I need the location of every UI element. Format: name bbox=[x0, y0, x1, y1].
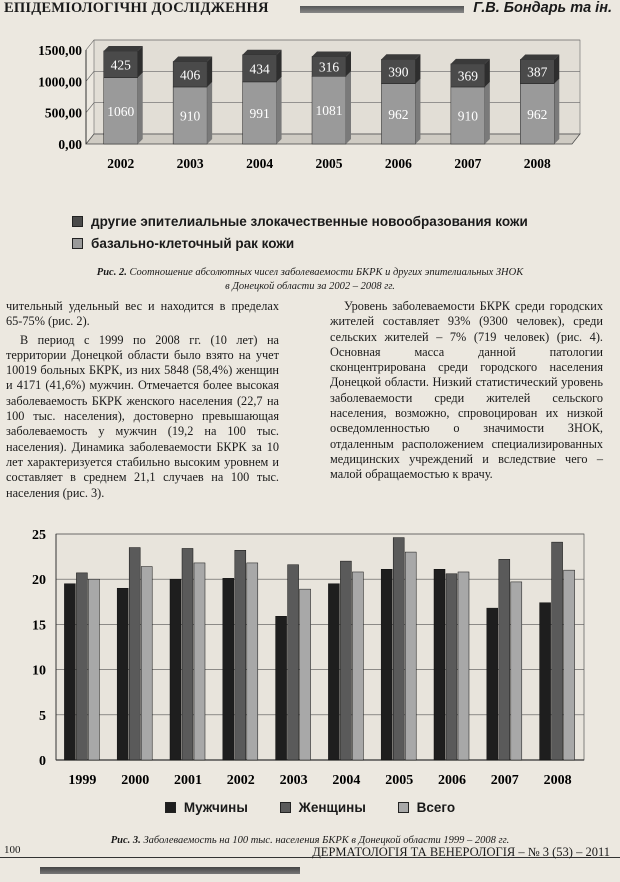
y-tick-label: 10 bbox=[32, 663, 46, 679]
figure3-caption-text: Заболеваемость на 100 тыс. населения БКРК в Донецкой области 1999 – 2008 гг. bbox=[143, 835, 510, 846]
figure2-chart bbox=[0, 24, 620, 204]
bar bbox=[458, 572, 469, 760]
bar bbox=[352, 572, 363, 760]
gridline-diag bbox=[86, 71, 94, 81]
x-tick-label: 2005 bbox=[315, 156, 343, 171]
data-label: 406 bbox=[180, 67, 201, 83]
bar-top bbox=[520, 54, 559, 59]
data-label: 425 bbox=[110, 57, 131, 73]
bar-top bbox=[104, 46, 143, 51]
legend-label-bcc: базально-клеточный рак кожи bbox=[91, 235, 295, 251]
x-tick-label: 2003 bbox=[176, 156, 204, 171]
legend-item-women bbox=[280, 800, 366, 815]
section-title: ЕПІДЕМІОЛОГІЧНІ ДОСЛІДЖЕННЯ bbox=[4, 0, 269, 16]
data-label: 390 bbox=[388, 64, 409, 80]
legend-label-total: Всего bbox=[416, 800, 456, 815]
bar bbox=[182, 548, 193, 760]
bar-side bbox=[485, 82, 490, 144]
legend-swatch-other bbox=[72, 216, 83, 227]
bar bbox=[499, 559, 510, 760]
bar bbox=[129, 548, 140, 760]
bar-side bbox=[415, 54, 420, 83]
bar bbox=[328, 584, 339, 760]
figure2-caption-line1: Соотношение абсолютных чисел заболеваемости БКРК и других эпителиальных ЗНОК bbox=[129, 267, 524, 278]
legend-label-other: другие эпителиальные злокачественные новообразования кожи bbox=[91, 213, 528, 229]
bar bbox=[276, 616, 287, 760]
bar-top bbox=[451, 59, 490, 64]
x-tick-label: 2000 bbox=[121, 773, 150, 788]
left-column bbox=[6, 299, 279, 504]
data-label: 369 bbox=[457, 68, 478, 84]
x-tick-label: 2007 bbox=[490, 773, 519, 788]
bar bbox=[117, 588, 128, 760]
bar bbox=[434, 569, 445, 760]
y-tick-label: 5 bbox=[39, 708, 46, 724]
bar bbox=[300, 589, 311, 760]
legend-swatch-total bbox=[398, 802, 409, 813]
y-tick-label: 25 bbox=[32, 528, 46, 543]
page-number: 100 bbox=[4, 844, 21, 856]
bar bbox=[194, 563, 205, 760]
bar bbox=[247, 563, 258, 760]
x-tick-label: 2004 bbox=[332, 773, 361, 788]
x-tick-label: 2001 bbox=[174, 773, 202, 788]
bar bbox=[88, 579, 99, 760]
y-tick-label: 1000,00 bbox=[38, 74, 82, 90]
bar-top bbox=[381, 54, 420, 59]
figure3-chart bbox=[0, 520, 620, 795]
legend-item-other bbox=[72, 210, 528, 232]
legend-label-men: Мужчины bbox=[183, 800, 248, 815]
bar-side bbox=[415, 79, 420, 144]
figure2-caption-line2: в Донецкой области за 2002 – 2008 гг. bbox=[225, 281, 395, 292]
bar bbox=[288, 565, 299, 760]
paragraph: В период с 1999 по 2008 гг. (10 лет) на территории Донецкой области было взято на учет 10019 больных БКРК, из них 5848 (58,4%) женщин и 4171 (41,6%) мужчин. Отмечается более высокая заболеваемость БКРК женского населения (22,7 на 100 тыс. населения), достоверно превышающая заболеваемость у мужчин (19,2 на 100 тыс. населения). Динамика заболеваемости БКРК за 10 лет характеризуется стабильно высоким уровнем и составляет в среднем 21,1 случаев на 100 тыс. населения (рис. 3). bbox=[6, 332, 279, 500]
x-tick-label: 1999 bbox=[68, 773, 97, 788]
x-tick-label: 2007 bbox=[454, 156, 482, 171]
bar-side bbox=[277, 50, 282, 82]
paragraph: чительный удельный вес и находится в пределах 65-75% (рис. 2). bbox=[6, 299, 279, 329]
bar-side bbox=[346, 71, 351, 144]
figure3-legend bbox=[0, 800, 620, 816]
footer-decor-bar bbox=[40, 867, 300, 874]
bar bbox=[141, 567, 152, 760]
x-tick-label: 2008 bbox=[523, 156, 551, 171]
y-tick-label: 0,00 bbox=[58, 137, 82, 152]
legend-label-women: Женщины bbox=[298, 800, 366, 815]
bar bbox=[340, 561, 351, 760]
legend-item-bcc bbox=[72, 232, 528, 254]
bar-side bbox=[554, 79, 559, 144]
bar-side bbox=[138, 73, 143, 144]
legend-swatch-women bbox=[280, 802, 291, 813]
x-tick-label: 2002 bbox=[107, 156, 135, 171]
bar-side bbox=[554, 54, 559, 83]
bar bbox=[235, 550, 246, 760]
bar bbox=[487, 608, 498, 760]
x-tick-label: 2002 bbox=[226, 773, 255, 788]
bar bbox=[540, 603, 551, 760]
bar bbox=[446, 574, 457, 760]
x-tick-label: 2006 bbox=[438, 773, 466, 788]
data-label: 910 bbox=[180, 108, 201, 124]
data-label: 387 bbox=[527, 64, 548, 80]
data-label: 962 bbox=[527, 106, 548, 122]
data-label: 991 bbox=[249, 105, 270, 121]
bar bbox=[170, 579, 181, 760]
x-tick-label: 2006 bbox=[384, 156, 412, 171]
data-label: 1081 bbox=[315, 103, 343, 119]
bar-top bbox=[243, 50, 282, 55]
figure2-caption-label: Рис. 2. bbox=[96, 267, 127, 278]
paragraph: Уровень заболеваемости БКРК среди городских жителей составляет 93% (9300 человек), среди сельских жителей – 7% (719 человек) (рис. 4). Основная масса данной патологии сконцентрирована среди городского населения Донецкой области. Низкий статистический уровень заболеваемости среди жителей сельского населения, возможно, спровоцирован их низкой осведомленностью о значимости ЗНОК, отдаленным расположением специализированных медицинских учреждений и вследствие чего – малой обращаемостью к врачу. bbox=[330, 299, 603, 482]
legend-item-men bbox=[165, 800, 248, 815]
bar-side bbox=[138, 46, 143, 78]
gridline-diag bbox=[86, 40, 94, 50]
data-label: 434 bbox=[249, 61, 270, 77]
x-tick-label: 2005 bbox=[385, 773, 414, 788]
figure3-caption-label: Рис. 3. bbox=[110, 835, 141, 846]
journal-title: ДЕРМАТОЛОГІЯ ТА ВЕНЕРОЛОГІЯ – № 3 (53) – 2011 bbox=[312, 845, 610, 859]
data-label: 962 bbox=[388, 106, 409, 122]
bar bbox=[381, 569, 392, 760]
bar bbox=[223, 578, 234, 760]
bar bbox=[552, 542, 563, 760]
figure2-legend bbox=[72, 210, 528, 254]
data-label: 910 bbox=[457, 108, 478, 124]
bar-top bbox=[173, 57, 212, 62]
legend-swatch-men bbox=[165, 802, 176, 813]
bar bbox=[64, 584, 75, 760]
bar-side bbox=[207, 82, 212, 144]
figure2-caption bbox=[0, 266, 620, 294]
bar bbox=[76, 573, 87, 760]
y-tick-label: 0 bbox=[39, 754, 46, 769]
y-tick-label: 20 bbox=[32, 573, 46, 589]
legend-item-total bbox=[398, 800, 455, 815]
bar bbox=[393, 538, 404, 760]
y-tick-label: 1500,00 bbox=[38, 43, 82, 58]
y-tick-label: 15 bbox=[32, 618, 46, 634]
bar bbox=[405, 552, 416, 760]
x-tick-label: 2008 bbox=[543, 773, 572, 788]
right-column bbox=[330, 299, 603, 486]
data-label: 1060 bbox=[107, 103, 135, 119]
bar-side bbox=[207, 57, 212, 87]
x-tick-label: 2003 bbox=[279, 773, 308, 788]
x-tick-label: 2004 bbox=[246, 156, 274, 171]
gridline-diag bbox=[86, 103, 94, 113]
legend-swatch-bcc bbox=[72, 238, 83, 249]
header-decor-bar bbox=[300, 6, 464, 13]
bar-top bbox=[312, 51, 351, 56]
y-tick-label: 500,00 bbox=[44, 105, 82, 121]
bar bbox=[511, 582, 522, 760]
data-label: 316 bbox=[318, 59, 340, 75]
authors: Г.В. Бондарь та ін. bbox=[473, 0, 612, 16]
bar-side bbox=[277, 77, 282, 144]
bar bbox=[564, 570, 575, 760]
